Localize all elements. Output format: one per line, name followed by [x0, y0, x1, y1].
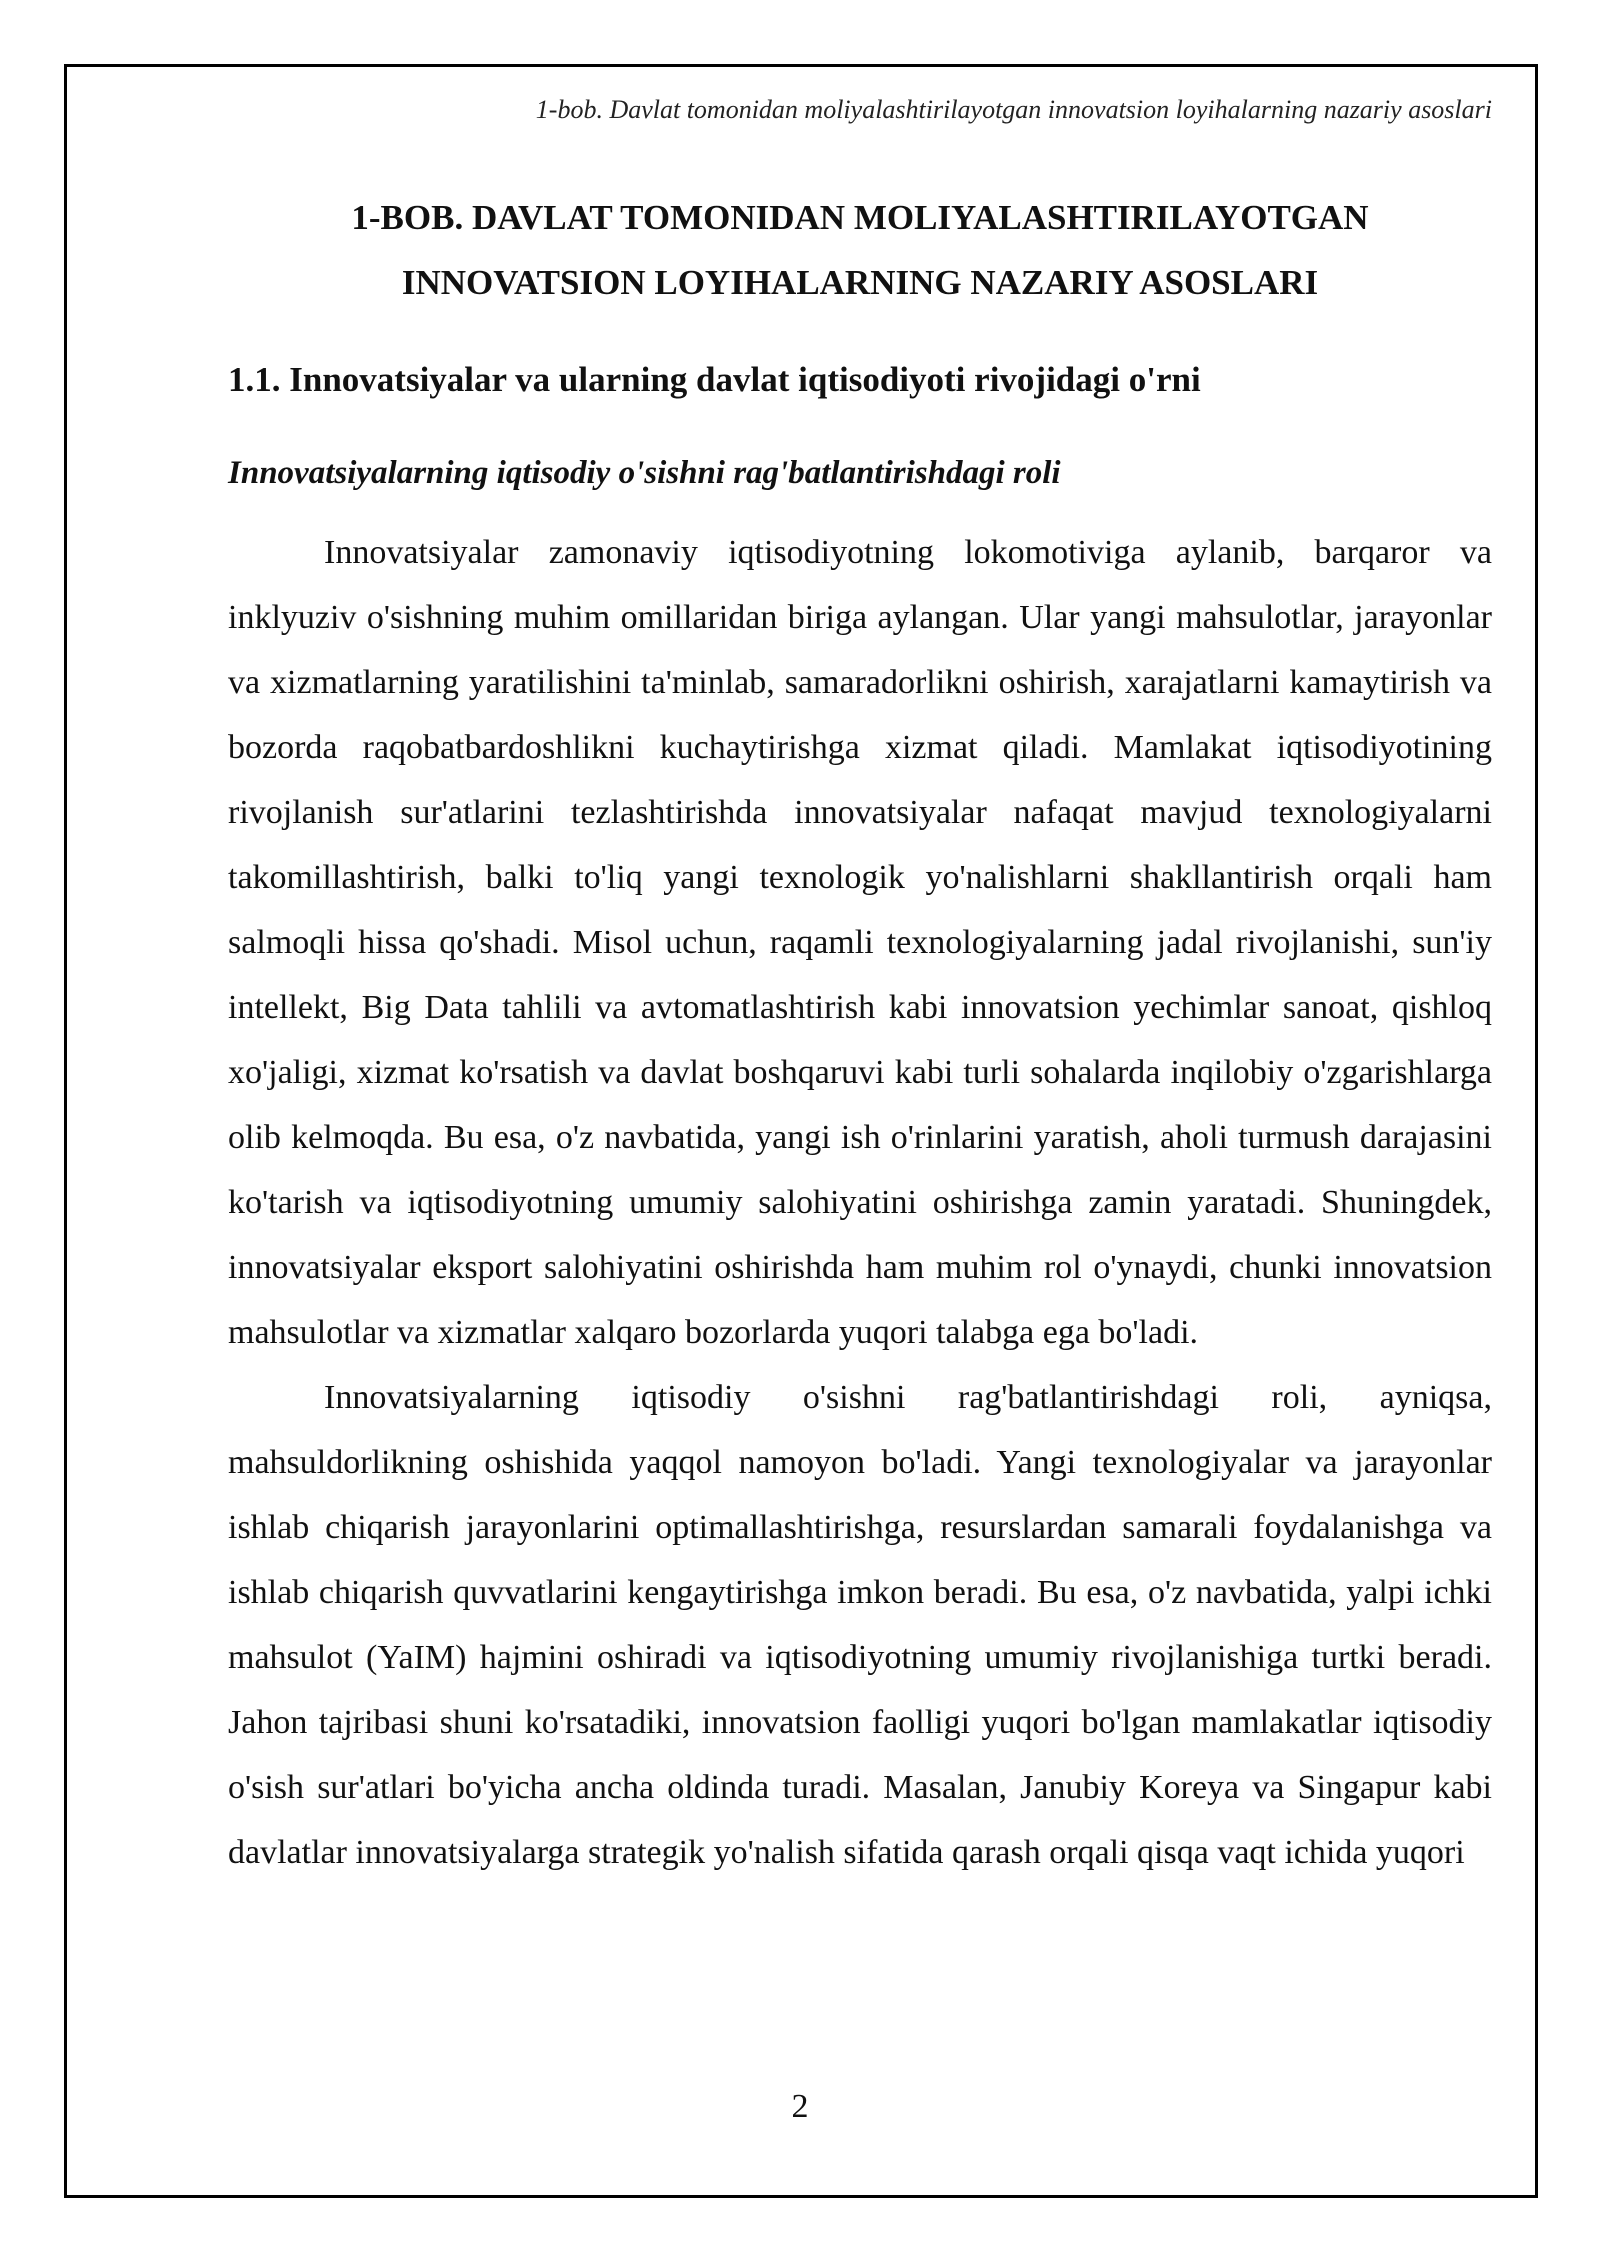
- paragraph-1: Innovatsiyalar zamonaviy iqtisodiyotning lokomotiviga aylanib, barqaror va inklyuziv o'sishning muhim omillaridan biriga aylangan. Ular yangi mahsulotlar, jarayonlar va xizmatlarning yaratilishini ta'minlab, samaradorlikni oshirish, xarajatlarni kamaytirish va bozorda raqobatbardoshlikni kuchaytirishga xizmat qiladi. Mamlakat iqtisodiyotining rivojlanish sur'atlarini tezlashtirishda innovatsiyalar nafaqat mavjud texnologiyalarni takomillashtirish, balki to'liq yangi texnologik yo'nalishlarni shakllantirish orqali ham salmoqli hissa qo'shadi. Misol uchun, raqamli texnologiyalarning jadal rivojlanishi, sun'iy intellekt, Big Data tahlili va avtomatlashtirish kabi innovatsion yechimlar sanoat, qishloq xo'jaligi, xizmat ko'rsatish va davlat boshqaruvi kabi turli sohalarda inqilobiy o'zgarishlarga olib kelmoqda. Bu esa, o'z navbatida, yangi ish o'rinlarini yaratish, aholi turmush darajasini ko'tarish va iqtisodiyotning umumiy salohiyatini oshirishga zamin yaratadi. Shuningdek, innovatsiyalar eksport salohiyatini oshirishda ham muhim rol o'ynaydi, chunki innovatsion mahsulotlar va xizmatlar xalqaro bozorlarda yuqori talabga ega bo'ladi.: [228, 534, 1492, 1351]
- page-number: 2: [791, 2088, 809, 2125]
- section-title: 1.1. Innovatsiyalar va ularning davlat iqtisodiyoti rivojidagi o'rni: [228, 360, 1201, 399]
- body-text: [228, 520, 1492, 1885]
- chapter-title-line-2: INNOVATSION LOYIHALARNING NAZARIY ASOSLARI: [401, 263, 1319, 302]
- chapter-title: [228, 185, 1492, 315]
- running-header: 1-bob. Davlat tomonidan moliyalashtirilayotgan innovatsion loyihalarning nazariy asoslari: [535, 95, 1492, 124]
- paragraph-2: Innovatsiyalarning iqtisodiy o'sishni rag'batlantirishdagi roli, ayniqsa, mahsuldorlikning oshishida yaqqol namoyon bo'ladi. Yangi texnologiyalar va jarayonlar ishlab chiqarish jarayonlarini optimallashtirishga, resurslardan samarali foydalanishga va ishlab chiqarish quvvatlarini kengaytirishga imkon beradi. Bu esa, o'z navbatida, yalpi ichki mahsulot (YaIM) hajmini oshiradi va iqtisodiyotning umumiy rivojlanishiga turtki beradi. Jahon tajribasi shuni ko'rsatadiki, innovatsion faolligi yuqori bo'lgan mamlakatlar iqtisodiy o'sish sur'atlari bo'yicha ancha oldinda turadi. Masalan, Janubiy Koreya va Singapur kabi davlatlar innovatsiyalarga strategik yo'nalish sifatida qarash orqali qisqa vaqt ichida yuqori: [228, 1379, 1492, 1871]
- chapter-title-line-1: 1-BOB. DAVLAT TOMONIDAN MOLIYALASHTIRILAYOTGAN: [351, 198, 1369, 237]
- subsection-title: Innovatsiyalarning iqtisodiy o'sishni rag'batlantirishdagi roli: [228, 455, 1061, 491]
